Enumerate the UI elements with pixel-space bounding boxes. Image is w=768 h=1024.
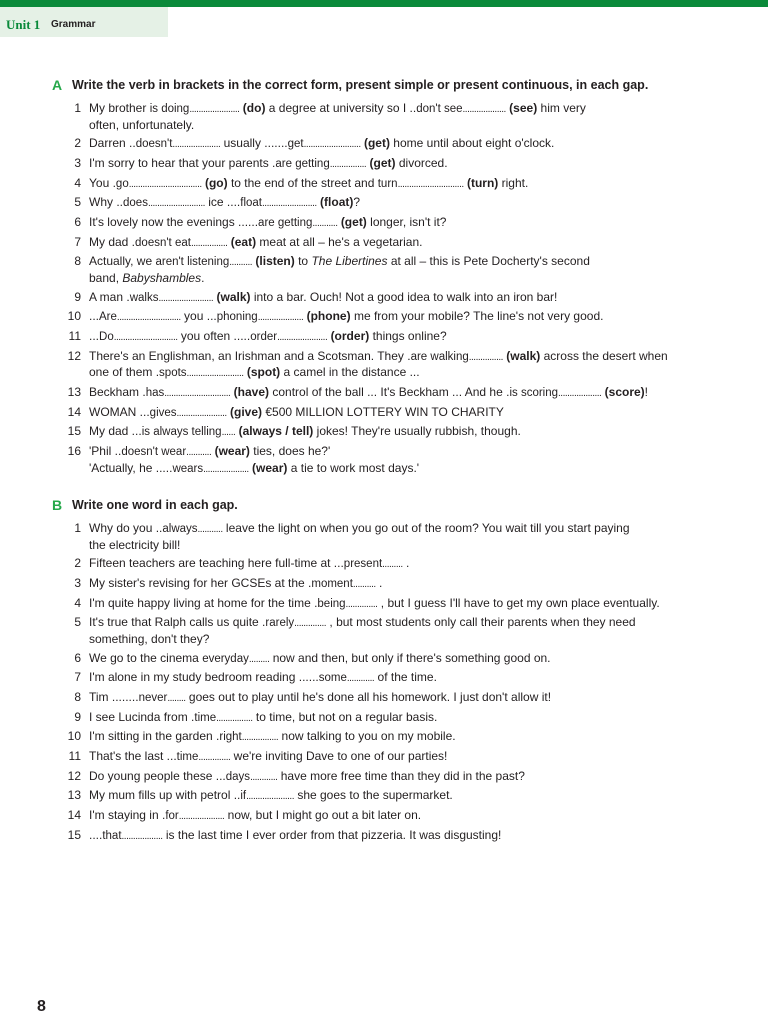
item-line (89, 365, 742, 382)
verb-prompt: (go) (204, 175, 228, 190)
handwritten-answer: doesn't eat (135, 236, 191, 249)
item-text: leave the light on when you go out of the room? You wait till you start paying (222, 521, 630, 535)
verb-prompt: (get) (363, 136, 390, 151)
answer-gap: ................... (558, 388, 602, 400)
verb-prompt: (have) (233, 385, 270, 400)
answer-gap: .............. (294, 618, 327, 630)
answer-gap: ...... (221, 427, 236, 439)
item-text: I'm sitting in the garden . (89, 729, 220, 744)
item-line (89, 828, 742, 845)
item-line (89, 424, 742, 441)
exercise-item (52, 290, 742, 307)
exercise-item (52, 424, 742, 441)
item-text: a camel in the distance ... (280, 365, 420, 380)
handwritten-answer: never (138, 692, 168, 704)
item-text: Why .. (89, 195, 124, 210)
answer-gap: .................... (203, 463, 249, 475)
verb-prompt: (float) (320, 195, 354, 210)
item-line (89, 385, 742, 402)
unit-label: Unit 1 (6, 17, 41, 32)
item-line (89, 749, 742, 766)
answer-gap: ......................... (186, 368, 244, 380)
item-text: now talking to you on my mobile. (278, 729, 456, 744)
answer-gap: ......................... (303, 139, 361, 151)
item-text: we're inviting Dave to one of our parties! (230, 749, 448, 764)
item-line (89, 632, 742, 648)
exercise-b-items (52, 521, 742, 844)
verb-prompt: (get) (369, 155, 396, 170)
handwritten-answer: float (240, 197, 263, 210)
handwritten-answer: go (115, 177, 129, 190)
item-line (89, 521, 742, 538)
item-text: My brother (89, 101, 150, 115)
item-text: 'Actually, he ..... (89, 460, 173, 475)
item-text: you ... (180, 309, 217, 324)
item-line (89, 651, 742, 668)
item-line (89, 271, 742, 287)
exercise-letter: A (52, 77, 63, 93)
item-line (89, 444, 742, 461)
exercise-letter: B (52, 497, 63, 513)
exercise-item (52, 749, 742, 766)
item-line (89, 156, 742, 173)
exercise-item (52, 808, 742, 825)
item-text: Fifteen teachers are teaching here full-time at ... (89, 556, 344, 571)
answer-gap: ................................ (128, 178, 202, 190)
item-line (89, 290, 742, 307)
answer-gap: ................ (329, 158, 367, 170)
exercise-item (52, 101, 742, 133)
item-line (89, 329, 742, 346)
answer-gap: ............................ (113, 332, 178, 344)
item-text: Darren .. (89, 136, 136, 151)
item-text: €500 MILLION LOTTERY WIN TO CHARITY (262, 404, 504, 419)
item-line (89, 556, 742, 573)
answer-gap: ............................ (116, 312, 181, 324)
item-text: have more free time than they did in the past? (277, 768, 525, 783)
exercise-item (52, 729, 742, 746)
item-text: I'm staying in . (89, 808, 166, 823)
answer-gap: ...................... (277, 332, 328, 344)
answer-gap: ............... (468, 351, 503, 363)
item-text: the electricity bill! (89, 537, 181, 552)
item-text: .... (89, 827, 103, 842)
answer-gap: .............. (345, 598, 378, 610)
item-text: My dad . (89, 234, 136, 249)
handwritten-answer: are getting (275, 157, 330, 170)
item-text: I'm quite happy living at home for the time . (89, 595, 318, 610)
unit-topic: Grammar (51, 19, 96, 30)
item-number: 14 (67, 808, 81, 823)
handwritten-answer: some (318, 672, 347, 685)
item-number: 8 (74, 690, 81, 704)
handwritten-answer: is always telling (141, 426, 222, 439)
exercise-item (52, 769, 742, 786)
item-line (89, 309, 742, 326)
answer-gap: .................. (121, 830, 163, 842)
handwritten-answer: Are (99, 311, 117, 324)
item-text: It's lovely now the evenings ...... (89, 215, 259, 230)
answer-gap: ............ (346, 673, 375, 685)
verb-prompt: (give) (230, 404, 263, 419)
item-line (89, 596, 742, 613)
item-line (89, 576, 742, 593)
item-number: 2 (74, 136, 81, 151)
exercise-item (52, 136, 742, 153)
answer-gap: ............................. (397, 178, 464, 190)
item-number: 9 (74, 709, 81, 724)
verb-prompt: (walk) (506, 348, 541, 363)
exercise-item (52, 309, 742, 326)
header-top-bar (0, 0, 768, 7)
handwritten-answer: Do (99, 331, 114, 344)
exercise-item (52, 254, 742, 286)
item-text: ties, does he?' (249, 444, 331, 459)
item-text: across the desert when (540, 348, 668, 363)
exercise-item (52, 215, 742, 232)
answer-gap: .................... (257, 312, 304, 324)
item-number: 14 (67, 404, 81, 419)
handwritten-answer: always (162, 523, 198, 535)
item-number: 8 (74, 254, 81, 269)
item-number: 3 (74, 575, 81, 590)
handwritten-answer: wears (172, 462, 204, 475)
exercise-instruction: Write the verb in brackets in the correct form, present simple or present continuous, in each gap. (72, 78, 649, 92)
item-text: Why do you .. (89, 521, 163, 535)
item-number: 13 (67, 788, 81, 803)
exercise-item (52, 710, 742, 727)
item-text: a degree at university so I .. (265, 101, 417, 115)
page-number: 8 (37, 998, 46, 1015)
answer-gap: ...................... (189, 104, 240, 115)
item-line (89, 538, 742, 554)
answer-gap: ................ (241, 732, 279, 744)
handwritten-answer: gives (149, 406, 177, 419)
exercise-a-heading (52, 77, 742, 101)
item-line (89, 176, 742, 193)
verb-prompt: (score) (604, 385, 645, 400)
answer-gap: ........... (186, 447, 212, 459)
item-number: 15 (67, 424, 81, 439)
exercise-item (52, 576, 742, 593)
item-text: ... (89, 329, 100, 344)
exercise-item (52, 670, 742, 687)
verb-prompt: (see) (509, 101, 538, 115)
item-line (89, 769, 742, 786)
handwritten-answer: for (165, 810, 179, 823)
item-line (89, 729, 742, 746)
handwritten-answer: walks (129, 291, 159, 304)
item-line (89, 254, 742, 271)
item-text: ! (644, 385, 649, 400)
item-number: 10 (67, 729, 81, 744)
item-text: longer, isn't it? (366, 215, 447, 230)
item-text: It's true that Ralph calls us quite . (89, 615, 266, 630)
item-number: 11 (68, 329, 81, 344)
exercise-item (52, 156, 742, 173)
exercise-item (52, 615, 742, 647)
exercise-a-items (52, 101, 742, 477)
item-line (89, 788, 742, 805)
item-text: of the time. (374, 670, 437, 685)
item-number: 4 (74, 175, 81, 190)
item-text: I see Lucinda from . (89, 709, 195, 724)
item-line (89, 235, 742, 252)
item-text: to the end of the street and (227, 175, 378, 190)
exercise-item (52, 349, 742, 382)
item-text: ice .... (204, 195, 241, 210)
item-line (89, 195, 742, 212)
exercise-instruction: Write one word in each gap. (72, 498, 238, 512)
handwritten-answer: are getting (258, 217, 313, 230)
exercise-item (52, 651, 742, 668)
answer-gap: ......... (382, 559, 403, 571)
item-text: WOMAN ... (89, 404, 150, 419)
answer-gap: ........................ (158, 292, 214, 304)
exercise-item (52, 195, 742, 212)
item-text: is the last time I ever order from that pizzeria. It was disgusting! (162, 827, 502, 842)
item-text: My dad ... (89, 424, 142, 439)
item-text: That's the last ... (89, 749, 177, 764)
item-number: 15 (67, 827, 81, 842)
item-text: ... (89, 309, 100, 324)
item-text: into a bar. Ouch! Not a good idea to walk into an iron bar! (250, 289, 558, 304)
exercise-item (52, 690, 742, 707)
answer-gap: ............................. (164, 388, 231, 400)
item-text: , but most students only call their parents when they need (326, 615, 636, 630)
answer-gap: ......... (248, 653, 270, 665)
italic-title: The Libertines (311, 254, 388, 269)
answer-gap: ........ (167, 693, 186, 704)
verb-prompt: (turn) (466, 175, 499, 190)
answer-gap: ..................... (172, 139, 221, 151)
item-text: meat at all – he's a vegetarian. (256, 234, 423, 249)
item-number: 7 (74, 670, 81, 685)
handwritten-answer: don't see (416, 103, 463, 115)
item-number: 9 (74, 289, 81, 304)
answer-gap: ........... (197, 524, 223, 535)
item-line (89, 101, 742, 118)
verb-prompt: (always / tell) (238, 424, 314, 439)
exercise-b-heading (52, 497, 742, 521)
handwritten-answer: days (225, 770, 251, 783)
exercise-item (52, 521, 742, 553)
verb-prompt: (wear) (214, 444, 250, 459)
item-number: 6 (74, 215, 81, 230)
exercise-item (52, 828, 742, 845)
item-line (89, 670, 742, 687)
answer-gap: .............. (198, 752, 231, 764)
exercise-item (52, 385, 742, 402)
answer-gap: .......... (352, 578, 376, 590)
item-number: 1 (74, 101, 81, 115)
item-line (89, 461, 742, 478)
item-text: home until about eight o'clock. (389, 136, 555, 151)
item-text: jokes! They're usually rubbish, though. (313, 424, 521, 439)
item-text: now, but I might go out a bit later on. (224, 808, 422, 823)
answer-gap: ..................... (246, 791, 294, 803)
item-text: My sister's revising for her GCSEs at the . (89, 575, 312, 590)
answer-gap: ........................ (262, 198, 317, 210)
handwritten-answer: that (102, 829, 122, 842)
item-text: 'Phil .. (89, 444, 122, 459)
item-text: My mum fills up with petrol .. (89, 788, 241, 803)
italic-title: Babyshambles (122, 271, 202, 285)
item-text: Actually, we (89, 254, 156, 269)
item-text: Tim ........ (89, 690, 139, 704)
verb-prompt: (wear) (252, 460, 288, 475)
handwritten-answer: being (317, 597, 346, 610)
item-text: now and then, but only if there's something good on. (269, 650, 551, 665)
exercise-item (52, 235, 742, 252)
item-text: to (294, 254, 312, 269)
exercise-item (52, 329, 742, 346)
answer-gap: ................... (462, 104, 506, 115)
item-number: 5 (74, 195, 81, 210)
item-number: 3 (74, 155, 81, 170)
item-number: 7 (74, 234, 81, 249)
answer-gap: ................ (190, 237, 228, 249)
item-text: control of the ball ... It's Beckham ... And he . (269, 385, 510, 400)
answer-gap: ......................... (147, 198, 205, 210)
answer-gap: ............ (250, 771, 278, 783)
handwritten-answer: if (240, 790, 247, 803)
item-number: 6 (74, 650, 81, 665)
item-number: 11 (68, 749, 81, 764)
handwritten-answer: order (250, 331, 278, 344)
item-line (89, 349, 742, 366)
item-text: . (201, 271, 205, 285)
item-text: things online? (369, 329, 447, 344)
exercise-item (52, 556, 742, 573)
handwritten-answer: has (145, 387, 165, 400)
exercise-a (52, 77, 742, 480)
verb-prompt: (get) (340, 215, 367, 230)
exercise-b (52, 497, 742, 848)
item-text: at all – this is Pete Docherty's second (387, 254, 590, 269)
item-text: Do young people these ... (89, 768, 226, 783)
item-text: one of them . (89, 365, 160, 380)
verb-prompt: (listen) (255, 254, 295, 269)
item-text: ? (353, 195, 361, 210)
answer-gap: ...................... (176, 407, 227, 419)
item-line (89, 615, 742, 632)
handwritten-answer: time (194, 711, 217, 724)
handwritten-answer: doesn't (135, 138, 173, 151)
exercise-item (52, 405, 742, 422)
answer-gap: .......... (229, 257, 253, 269)
item-text: to time, but not on a regular basis. (252, 709, 438, 724)
item-number: 10 (67, 309, 81, 324)
item-text: a tie to work most days.' (287, 460, 420, 475)
item-text: me from your mobile? The line's not very good. (350, 309, 604, 324)
handwritten-answer: doesn't wear (121, 446, 187, 459)
handwritten-answer: is doing (149, 103, 190, 115)
item-text: I'm sorry to hear that your parents . (89, 155, 276, 170)
item-number: 12 (67, 768, 81, 783)
handwritten-answer: does (123, 197, 148, 210)
handwritten-answer: everyday (202, 652, 249, 665)
item-line (89, 690, 742, 707)
handwritten-answer: get (287, 138, 304, 151)
handwritten-answer: present (343, 558, 383, 571)
item-line (89, 136, 742, 153)
item-number: 2 (74, 556, 81, 571)
item-line (89, 405, 742, 422)
handwritten-answer: rarely (265, 617, 295, 630)
item-number: 1 (74, 521, 81, 535)
item-text: him very (537, 101, 586, 115)
item-text: I'm alone in my study bedroom reading ...... (89, 670, 319, 685)
answer-gap: ................ (216, 712, 253, 724)
item-text: . (375, 575, 383, 590)
item-text: A man . (89, 289, 130, 304)
item-text: goes out to play until he's done all his homework. I just don't allow it! (185, 690, 552, 704)
item-text: , but I guess I'll have to get my own place eventually. (377, 595, 660, 610)
item-text: something, don't they? (89, 631, 210, 646)
handwritten-answer: spots (159, 367, 187, 380)
item-text: There's an Englishman, an Irishman and a Scotsman. They . (89, 348, 411, 363)
handwritten-answer: moment (311, 577, 353, 590)
item-line (89, 808, 742, 825)
item-text: band, (89, 271, 123, 285)
handwritten-answer: phoning (216, 311, 258, 324)
handwritten-answer: is scoring (509, 387, 559, 400)
exercise-item (52, 444, 742, 477)
verb-prompt: (phone) (306, 309, 351, 324)
exercise-item (52, 176, 742, 193)
handwritten-answer: turn (377, 177, 398, 190)
item-text: you often ..... (177, 329, 251, 344)
item-number: 4 (74, 595, 81, 610)
verb-prompt: (walk) (216, 289, 251, 304)
item-text: often, unfortunately. (89, 117, 195, 132)
item-line (89, 118, 742, 134)
item-text: divorced. (395, 155, 448, 170)
exercise-item (52, 596, 742, 613)
item-number: 5 (74, 615, 81, 630)
handwritten-answer: right (219, 731, 242, 744)
item-text: We go to the cinema (89, 650, 203, 665)
item-text: usually ....... (220, 136, 288, 151)
item-number: 12 (67, 348, 81, 363)
handwritten-answer: aren't listening (155, 256, 230, 269)
answer-gap: .................... (178, 811, 225, 823)
exercise-item (52, 788, 742, 805)
verb-prompt: (spot) (246, 365, 281, 380)
item-number: 16 (67, 444, 81, 459)
verb-prompt: (eat) (230, 234, 257, 249)
handwritten-answer: time (176, 751, 199, 764)
handwritten-answer: are walking (410, 350, 469, 363)
verb-prompt: (order) (330, 329, 370, 344)
item-text: Beckham . (89, 385, 146, 400)
item-line (89, 710, 742, 727)
item-text: she goes to the supermarket. (293, 788, 453, 803)
item-number: 13 (67, 385, 81, 400)
answer-gap: ........... (312, 218, 338, 230)
item-line (89, 215, 742, 232)
verb-prompt: (do) (242, 101, 266, 115)
item-text: right. (498, 175, 529, 190)
item-text: . (402, 556, 410, 571)
item-text: You . (89, 175, 116, 190)
